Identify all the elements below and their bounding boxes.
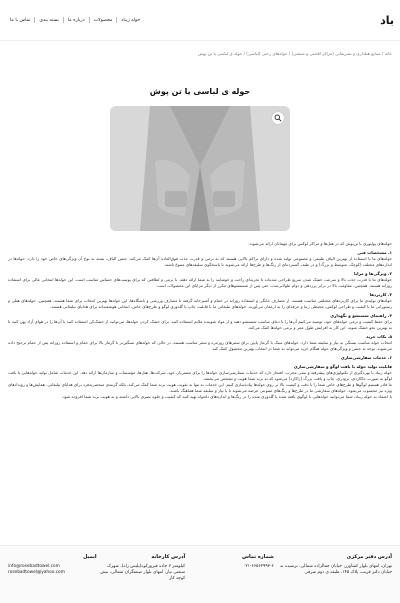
footer: [0, 545, 400, 603]
nav-item-packaging[interactable]: بسته بندی: [39, 17, 59, 23]
section-title: ۶. خدمات سفارشی‌سازی: [340, 355, 392, 360]
section-text: حوله‌های ما با استفاده از بهترین الیاف طبیعی و مصنوعی تولید شده و دارای تراکم بالایی هستند که به نرمی و قدرت جذب فوق‌العاده آن‌ها کمک می‌کند. جنس الیاف، بسته به نوع آن ویژگی‌های خاص خود را دارد. حوله‌ها در اندازه‌های مختلف (کوچک، متوسط و بزرگ) و در طیف گسترده‌ای از رنگ‌ها و طرح‌ها ارائه می‌شوند تا پاسخگوی سلیقه‌های متنوع باشند.: [8, 256, 392, 267]
zoom-button[interactable]: [272, 112, 284, 124]
footer-factory-title: آدرس کارخانه: [151, 554, 186, 560]
nav-separator: [89, 17, 90, 23]
nav-separator: [34, 17, 35, 23]
nav-separator: [116, 17, 117, 23]
section-title: ۵. نکات خرید: [366, 334, 392, 339]
footer-factory-address: کیلومتر ۷ جاده فیروزکوه(پلیس راه)، شهرک صنعتی نیاز، انتهای بلوار صنعتگران شمالی، نبش کوچه کار: [100, 564, 186, 581]
nav-item-about[interactable]: درباره ما: [67, 17, 85, 23]
nav-separator: [63, 17, 64, 23]
footer-email-title: ایمیل: [83, 554, 97, 560]
page-title: حوله ی لباسی یا تن پوش: [149, 87, 251, 96]
section-text: برای حفظ کیفیت و نرمی حوله‌های خود، توصیه می‌کنیم آن‌ها را با دمای مناسب شستشو دهید و از مواد شوینده ملایم استفاده کنید. برای خشک کردن حوله‌ها، می‌توانید از خشک‌کن استفاده کنید یا آن‌ها را در هوای آزاد پهن کنید تا به بهترین نحو خشک شوند. این کار به افزایش طول عمر و نرمی حوله‌ها کمک می‌کند.: [8, 319, 392, 330]
section-title: ۳. کاربردها: [369, 292, 392, 297]
nav-item-contact[interactable]: تماس با ما: [10, 17, 31, 23]
footer-phone-number[interactable]: ۰۲۱-۶۶۵۶۲۹۹۳-۶: [243, 564, 274, 569]
section-subtitle: قابلیت تولید حوله با بافت لوگو و سفارشی‌سازی: [293, 364, 392, 369]
footer-office: [274, 554, 392, 603]
section-text: حوله‌های ما با قدرت جذب بالا و سرعت خشک شدن سریع طراحی شده‌اند تا تجربه‌ای راحت و خوشایند را به شما ارائه دهند. با نرمی و لطافتی که برای پوست‌های حساس مناسب است، این حوله‌ها انتخابی عالی برای استفاده روزانه هستند. همچنین، مقاومت بالا در برابر پرزدهی و دوام طولانی‌مدت حتی پس از شستشوهای مکرر از دیگر مزایای این محصولات است.: [8, 277, 392, 288]
footer-email: [8, 554, 97, 603]
section-text: حوله‌های تولیدی ما برای کاربردهای مختلفی مناسب هستند. از مصارف خانگی و استفاده روزانه در حمام و آشپزخانه گرفته تا مصارف ورزشی و باشگاه‌ها، این حوله‌ها بهترین انتخاب برای شما هستند. همچنین، حوله‌های هتلی و رستورانی ما با کیفیت و طراحی لوکس، محیطی زیبا و حرفه‌ای را به ارمغان می‌آورند. حوله‌های تبلیغاتی ما با قابلیت چاپ یا گلدوزی لوگو و طرح‌های خاص، انتخابی هوشمندانه برای هدایای تبلیغاتی هستند.: [8, 298, 392, 309]
article-intro: حوله‌های پولیوری یا تن‌پوش که در هتل‌ها و مراکز لوکس برای مهمانان ارائه می‌شوند.: [248, 241, 392, 246]
section-text: حوله زیباد با بهره‌گیری از تکنولوژی‌های پیشرفته و تیمی مجرب، افتخار دارد که خدمات سفارشی‌سازی حوله‌ها را برای مشتریان خود، شرکت‌ها، هتل‌ها، مؤسسات و سازمان‌ها ارائه دهد. این خدمات شامل تولید حوله‌هایی با بافت لوگو به صورت جاکاردی، برودری، چاپ و بافت بزرگ (ژاکارد) می‌شود که به برند شما هویت و تشخص می‌بخشد.: [8, 370, 392, 381]
site-logo[interactable]: باد: [380, 13, 394, 27]
nav-item-products[interactable]: محصولات: [93, 17, 113, 23]
section-text: با اعتماد به حوله زیباد، شما می‌توانید حوله‌هایی با لوگوی بافته شده یا گلدوزی شده را در رنگ‌ها و اندازه‌های دلخواه تهیه کنید که کیفیت و جلوه بصری بالایی داشته و به هویت برند شما افزوده شود.: [61, 394, 392, 399]
product-image[interactable]: [110, 106, 290, 231]
section-title: ۲. ویژگی‌ها و مزایا: [354, 271, 392, 276]
footer-office-title: آدرس دفتر مرکزی: [346, 554, 392, 560]
footer-phone-title: شماره تماس: [242, 554, 274, 560]
bathrobe-illustration: [110, 106, 290, 231]
footer-email-link[interactable]: info@rosebadtowel.com: [8, 564, 60, 569]
section-title: ۱. مشخصات فنی: [357, 250, 392, 255]
article-content: [0, 241, 400, 400]
main-nav: [6, 17, 144, 23]
footer-factory: [97, 554, 186, 603]
section-text: انتخاب حوله مناسب بستگی به نیاز و سلیقه شما دارد. حوله‌های سبک با گرماژ پایین برای سفرهای روزمره و سفر مناسب هستند، در حالی که حوله‌های سنگین‌تر با گرماژ بالا برای حمام و استفاده روزانه پس از حمام ترجیح داده می‌شوند. توجه به جنس و ویژگی‌های حوله هنگام خرید می‌تواند به شما در انتخاب بهترین محصول کمک کند.: [8, 340, 392, 351]
footer-email-link[interactable]: rosebadtowel@yahoo.com: [8, 570, 65, 575]
footer-office-address: تهران، انتهای بلوار کشاورز، خیابان جمالزاده شمالی، ترسیده به خیابان دکتر قریب، پلاک ۱۴۵، طبقه ی دوم شرقی: [279, 564, 392, 575]
section-title: ۴. راهنمای شستشو و نگهداری: [330, 313, 392, 318]
footer-phone: [185, 554, 274, 603]
nav-item-zibad[interactable]: حوله زیباد: [121, 17, 141, 23]
top-bar: [0, 0, 400, 41]
search-icon: [274, 114, 282, 122]
section-text: ما قادر هستیم لوگوها و طرح‌های خاص شما را با دقت و کیفیت بالا بر روی حوله‌ها پیاده‌سازی کنیم. این خدمات نه تنها به تقویت هویت برند شما کمک می‌کند، بلکه گزینه‌ی منحصربه‌فرد برای هدایای تبلیغاتی، همایش‌ها و رویدادهای ویژه نیز محسوب می‌شود. حوله‌های سفارشی ما در طرح‌ها و رنگ‌های متنوعی عرضه می‌شوند تا با نیاز و سلیقه شما هماهنگ باشند.: [8, 382, 392, 393]
breadcrumb[interactable]: خانه / صنایع هتلداری و تشریفاتی (مراکز اقامتی و صنعتی) / حوله‌های رختی (لباسی) / حوله ی لباسی یا تن پوش: [197, 51, 392, 56]
